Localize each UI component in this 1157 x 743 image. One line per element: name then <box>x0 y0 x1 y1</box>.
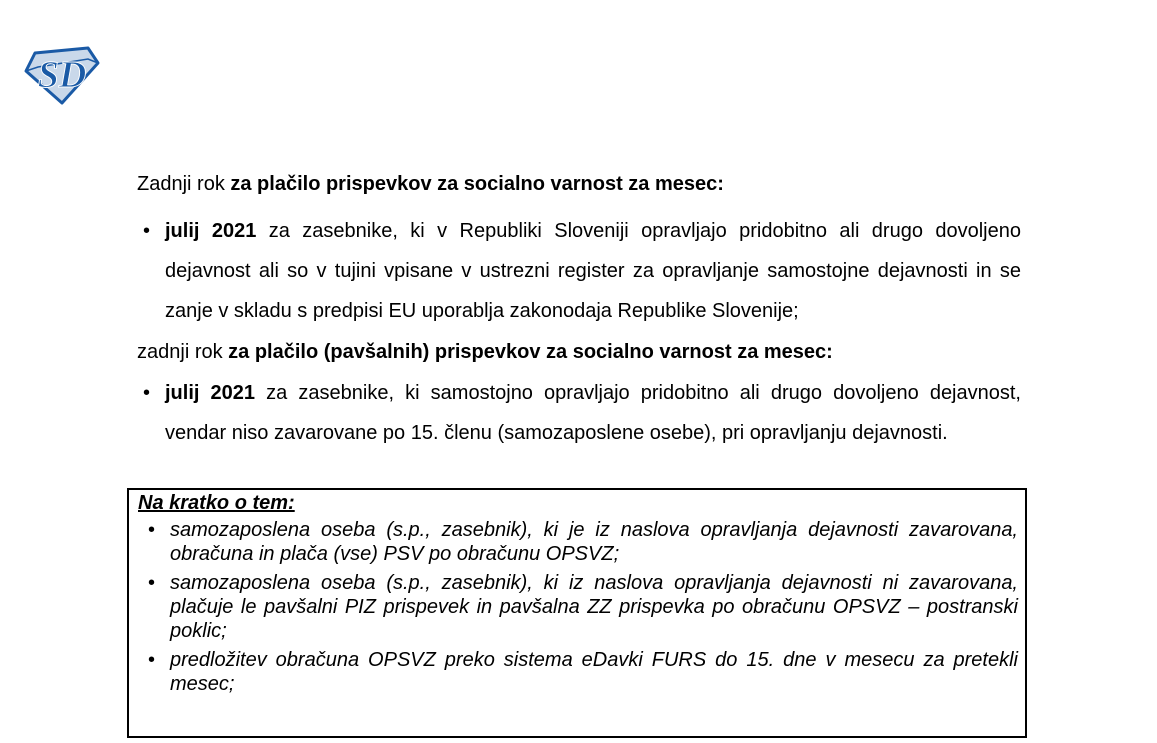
heading1-bold-text: za plačilo prispevkov za socialno varnost za mesec: <box>230 173 724 195</box>
contributions-list <box>137 211 1021 331</box>
deadline-heading-contributions <box>137 164 1021 204</box>
list1-month-bold: julij 2021 <box>165 220 257 242</box>
flatrate-contributions-list <box>137 373 1021 453</box>
summary-box-list <box>138 518 1018 696</box>
list1-item-text: za zasebnike, ki v Republiki Sloveniji opravljajo pridobitno ali drugo dovoljeno dejavnost ali so v tujini vpisane v ustrezni register za opravljanje samostojne dejavnosti in se zanje v skladu s predpisi EU uporablja zakonodaja Republike Slovenije; <box>165 220 1021 322</box>
list-item <box>137 211 1021 331</box>
summary-box-title: Na kratko o tem: <box>138 492 295 514</box>
list-item: • samozaposlena oseba (s.p., zasebnik), ki iz naslova opravljanja dejavnosti ni zavarovana, plačuje le pavšalni PIZ prispevek in pavšalna ZZ prispevka po obračunu OPSVZ – postranski poklic; <box>138 571 1018 643</box>
list2-item-text: za zasebnike, ki samostojno opravljajo pridobitno ali drugo dovoljeno dejavnost, vendar niso zavarovane po 15. členu (samozaposlene osebe), pri opravljanju dejavnosti. <box>165 382 1021 444</box>
list2-month-bold: julij 2021 <box>165 382 256 404</box>
summary-box <box>127 488 1027 738</box>
deadline-heading-flatrate-contributions <box>137 332 1021 372</box>
heading1-normal-text: Zadnji rok <box>137 173 231 195</box>
company-logo <box>24 45 100 105</box>
sd-shield-logo-icon <box>24 45 100 105</box>
document-body <box>137 164 1021 738</box>
heading2-bold-text: za plačilo (pavšalnih) prispevkov za socialno varnost za mesec: <box>228 341 833 363</box>
list-item: • samozaposlena oseba (s.p., zasebnik), ki je iz naslova opravljanja dejavnosti zavarovana, obračuna in plača (vse) PSV po obračunu OPSVZ; <box>138 518 1018 566</box>
list-item <box>137 373 1021 453</box>
logo-letters: SD <box>37 54 87 96</box>
list-item: • predložitev obračuna OPSVZ preko sistema eDavki FURS do 15. dne v mesecu za pretekli mesec; <box>138 648 1018 696</box>
heading2-normal-text: zadnji rok <box>137 341 229 363</box>
